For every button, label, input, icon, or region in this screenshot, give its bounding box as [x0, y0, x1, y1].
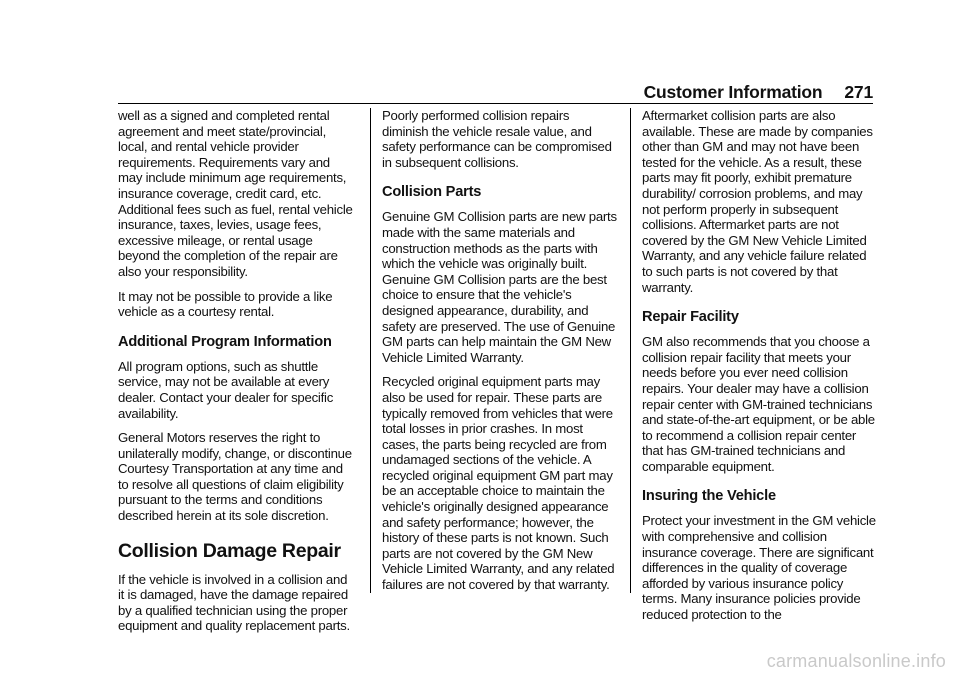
- column-divider: [370, 108, 371, 593]
- section-title: Customer Information: [643, 82, 823, 102]
- subheading-collision-parts: Collision Parts: [382, 184, 482, 201]
- paragraph: well as a signed and completed rental agreement and meet state/provincial, local, and rental vehicle provider requirements. Requirements vary and may include minimum age requirements, insurance coverage, credit card, etc. Additional fees such as fuel, rental vehicle insurance, taxes, levies, usage fees, excessive mileage, or rental usage beyond the completion of the repair are also your responsibility.: [118, 108, 353, 279]
- paragraph: Genuine GM Collision parts are new parts made with the same materials and construction methods as the parts with which the vehicle was originally built. Genuine GM Collision parts are the best choice to ensure that the vehicle's designed appearance, durability, and safety are preserved. The use of Genuine GM parts can help maintain the GM New Vehicle Limited Warranty.: [382, 209, 617, 365]
- paragraph: GM also recommends that you choose a collision repair facility that meets your needs before you ever need collision repairs. Your dealer may have a collision repair center with GM-trained technicians and state-of-the-art equipment, or be able to recommend a collision repair center that has GM-trained technicians and comparable equipment.: [642, 334, 875, 474]
- header-rule: [118, 103, 873, 104]
- paragraph: Recycled original equipment parts may also be used for repair. These parts are typically removed from vehicles that were total losses in prior crashes. In most cases, the parts being recycled are from undamaged sections of the vehicle. A recycled original equipment GM part may be an acceptable choice to maintain the vehicle's originally designed appearance and safety performance; however, the history of these parts is not known. Such parts are not covered by the GM New Vehicle Limited Warranty, and any related failures are not covered by that warranty.: [382, 374, 615, 593]
- subheading-insuring-the-vehicle: Insuring the Vehicle: [642, 488, 776, 505]
- column-divider: [630, 108, 631, 593]
- paragraph: Poorly performed collision repairs diminish the vehicle resale value, and safety performance can be compromised in subsequent collisions.: [382, 108, 612, 170]
- page-number: 271: [844, 82, 873, 102]
- paragraph: Aftermarket collision parts are also available. These are made by companies other than GM and may not have been tested for the vehicle. As a result, these parts may fit poorly, exhibit premature durability/ corrosion problems, and may not perform properly in subsequent collisions. Aftermarket parts are not covered by the GM New Vehicle Limited Warranty, and any vehicle failure related to such parts is not covered by that warranty.: [642, 108, 873, 295]
- paragraph: All program options, such as shuttle service, may not be available at every dealer. Contact your dealer for specific availability.: [118, 358, 334, 421]
- paragraph: General Motors reserves the right to unilaterally modify, change, or discontinue Courtesy Transportation at any time and to resolve all questions of claim eligibility pursuant to the terms and conditions described herein at its sole discretion.: [118, 430, 352, 524]
- paragraph: It may not be possible to provide a like vehicle as a courtesy rental.: [118, 288, 333, 320]
- section-heading-collision-damage-repair: Collision Damage Repair: [118, 539, 341, 562]
- paragraph: Protect your investment in the GM vehicle with comprehensive and collision insurance coverage. There are significant differences in the quality of coverage afforded by various insurance policy terms. Many insurance policies provide reduced protection to the: [642, 513, 876, 623]
- text-column-1: [118, 108, 354, 643]
- subheading-additional-program-information: Additional Program Information: [118, 333, 332, 350]
- subheading-repair-facility: Repair Facility: [642, 309, 739, 326]
- text-column-2: [382, 108, 618, 602]
- text-column-3: [642, 108, 878, 632]
- page-header: [644, 82, 873, 103]
- paragraph: If the vehicle is involved in a collision and it is damaged, have the damage repaired by a qualified technician using the proper equipment and quality replacement parts.: [118, 571, 350, 634]
- watermark: carmanualsonline.info: [766, 651, 946, 671]
